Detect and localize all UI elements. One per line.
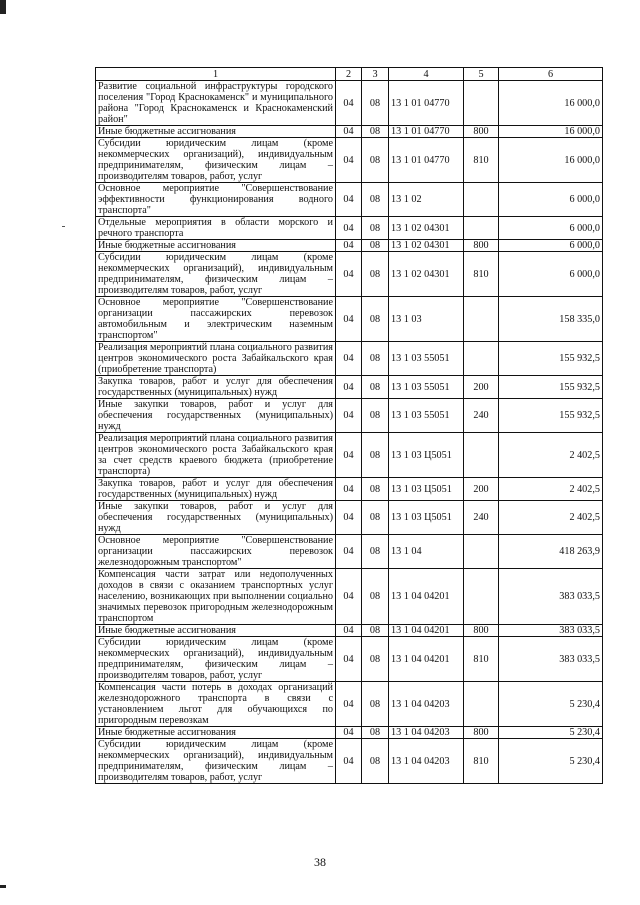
row-section-code: 04 [336, 625, 362, 637]
row-target-code: 13 1 03 [389, 297, 464, 342]
row-description: Основное мероприятие "Совершенствование эффективности функционирования водного транспорта" [96, 183, 336, 217]
row-section-code: 04 [336, 478, 362, 501]
row-amount: 5 230,4 [499, 682, 603, 727]
row-description: Отдельные мероприятия в области морского и речного транспорта [96, 217, 336, 240]
row-description: Иные бюджетные ассигнования [96, 727, 336, 739]
row-description: Иные бюджетные ассигнования [96, 240, 336, 252]
row-description: Субсидии юридическим лицам (кроме некоммерческих организаций), индивидуальным предпринимателям, физическим лицам – производителям товаров, работ, услуг [96, 637, 336, 682]
row-description: Иные закупки товаров, работ и услуг для обеспечения государственных (муниципальных) нужд [96, 501, 336, 535]
row-subsection-code: 08 [362, 217, 389, 240]
row-section-code: 04 [336, 433, 362, 478]
row-section-code: 04 [336, 569, 362, 625]
row-expense-type-code: 240 [464, 501, 499, 535]
row-section-code: 04 [336, 240, 362, 252]
row-subsection-code: 08 [362, 478, 389, 501]
row-section-code: 04 [336, 739, 362, 784]
row-expense-type-code: 800 [464, 727, 499, 739]
row-section-code: 04 [336, 682, 362, 727]
column-header: 3 [362, 68, 389, 81]
row-target-code: 13 1 01 04770 [389, 138, 464, 183]
row-expense-type-code: 200 [464, 478, 499, 501]
row-section-code: 04 [336, 501, 362, 535]
row-target-code: 13 1 04 04203 [389, 727, 464, 739]
scan-edge-mark [0, 0, 6, 14]
table-row [96, 138, 603, 183]
row-amount: 5 230,4 [499, 739, 603, 784]
row-subsection-code: 08 [362, 81, 389, 126]
row-amount: 16 000,0 [499, 138, 603, 183]
table-row [96, 433, 603, 478]
row-expense-type-code: 810 [464, 739, 499, 784]
row-expense-type-code [464, 682, 499, 727]
row-amount: 6 000,0 [499, 240, 603, 252]
table-row [96, 569, 603, 625]
row-description: Иные бюджетные ассигнования [96, 625, 336, 637]
row-expense-type-code [464, 183, 499, 217]
row-target-code: 13 1 03 Ц5051 [389, 501, 464, 535]
table-row [96, 252, 603, 297]
table-header-row [96, 68, 603, 81]
table-body [96, 81, 603, 784]
table-row [96, 376, 603, 399]
row-target-code: 13 1 01 04770 [389, 81, 464, 126]
row-section-code: 04 [336, 183, 362, 217]
table-row [96, 535, 603, 569]
row-target-code: 13 1 03 55051 [389, 399, 464, 433]
row-target-code: 13 1 03 55051 [389, 342, 464, 376]
row-amount: 155 932,5 [499, 342, 603, 376]
row-amount: 155 932,5 [499, 399, 603, 433]
table-row [96, 217, 603, 240]
row-section-code: 04 [336, 637, 362, 682]
column-header: 6 [499, 68, 603, 81]
table-row [96, 625, 603, 637]
row-subsection-code: 08 [362, 739, 389, 784]
row-amount: 6 000,0 [499, 252, 603, 297]
row-subsection-code: 08 [362, 240, 389, 252]
row-target-code: 13 1 01 04770 [389, 126, 464, 138]
row-expense-type-code: 240 [464, 399, 499, 433]
table-row [96, 126, 603, 138]
row-description: Реализация мероприятий плана социального развития центров экономического роста Забайкальского края за счет средств краевого бюджета (приобретение транспорта) [96, 433, 336, 478]
table-row [96, 297, 603, 342]
row-subsection-code: 08 [362, 433, 389, 478]
row-subsection-code: 08 [362, 126, 389, 138]
row-target-code: 13 1 04 04203 [389, 739, 464, 784]
row-target-code: 13 1 04 04201 [389, 569, 464, 625]
row-subsection-code: 08 [362, 252, 389, 297]
row-expense-type-code: 800 [464, 126, 499, 138]
row-amount: 418 263,9 [499, 535, 603, 569]
budget-table [95, 67, 603, 784]
row-expense-type-code [464, 569, 499, 625]
row-subsection-code: 08 [362, 569, 389, 625]
row-subsection-code: 08 [362, 535, 389, 569]
row-section-code: 04 [336, 217, 362, 240]
row-description: Реализация мероприятий плана социального развития центров экономического роста Забайкальского края (приобретение транспорта) [96, 342, 336, 376]
row-target-code: 13 1 04 04201 [389, 625, 464, 637]
row-section-code: 04 [336, 138, 362, 183]
row-section-code: 04 [336, 727, 362, 739]
row-subsection-code: 08 [362, 501, 389, 535]
row-description: Закупка товаров, работ и услуг для обеспечения государственных (муниципальных) нужд [96, 478, 336, 501]
row-section-code: 04 [336, 252, 362, 297]
scan-speck [62, 226, 65, 227]
row-target-code: 13 1 04 04203 [389, 682, 464, 727]
row-description: Субсидии юридическим лицам (кроме некоммерческих организаций), индивидуальным предпринимателям, физическим лицам – производителям товаров, работ, услуг [96, 138, 336, 183]
table-row [96, 81, 603, 126]
page-number: 38 [314, 855, 326, 869]
row-expense-type-code [464, 433, 499, 478]
row-amount: 16 000,0 [499, 126, 603, 138]
row-amount: 383 033,5 [499, 637, 603, 682]
row-subsection-code: 08 [362, 682, 389, 727]
row-target-code: 13 1 03 55051 [389, 376, 464, 399]
row-amount: 2 402,5 [499, 478, 603, 501]
row-amount: 383 033,5 [499, 569, 603, 625]
row-amount: 2 402,5 [499, 433, 603, 478]
row-description: Компенсация части затрат или недополученных доходов в связи с оказанием транспортных услуг населению, возникающих при выполнении социально значимых перевозок пригородным железнодорожным транспортом [96, 569, 336, 625]
row-target-code: 13 1 03 Ц5051 [389, 433, 464, 478]
row-section-code: 04 [336, 399, 362, 433]
row-expense-type-code: 810 [464, 637, 499, 682]
table-row [96, 637, 603, 682]
row-amount: 2 402,5 [499, 501, 603, 535]
row-description: Компенсация части потерь в доходах организаций железнодорожного транспорта в связи с установлением льгот для обучающихся по пригородным перевозкам [96, 682, 336, 727]
table-row [96, 478, 603, 501]
table-row [96, 240, 603, 252]
row-subsection-code: 08 [362, 297, 389, 342]
row-target-code: 13 1 03 Ц5051 [389, 478, 464, 501]
row-expense-type-code [464, 342, 499, 376]
table-row [96, 183, 603, 217]
row-expense-type-code: 800 [464, 240, 499, 252]
row-amount: 158 335,0 [499, 297, 603, 342]
table-row [96, 739, 603, 784]
row-section-code: 04 [336, 126, 362, 138]
row-section-code: 04 [336, 535, 362, 569]
column-header: 4 [389, 68, 464, 81]
row-expense-type-code: 800 [464, 625, 499, 637]
row-subsection-code: 08 [362, 183, 389, 217]
row-subsection-code: 08 [362, 342, 389, 376]
row-target-code: 13 1 02 [389, 183, 464, 217]
scan-edge-mark [0, 885, 6, 888]
row-target-code: 13 1 04 04201 [389, 637, 464, 682]
row-section-code: 04 [336, 342, 362, 376]
row-amount: 5 230,4 [499, 727, 603, 739]
row-subsection-code: 08 [362, 138, 389, 183]
row-description: Основное мероприятие "Совершенствование организации пассажирских перевозок железнодорожным транспортом" [96, 535, 336, 569]
row-target-code: 13 1 04 [389, 535, 464, 569]
row-subsection-code: 08 [362, 399, 389, 433]
row-section-code: 04 [336, 81, 362, 126]
row-expense-type-code: 810 [464, 138, 499, 183]
table-row [96, 727, 603, 739]
column-header: 5 [464, 68, 499, 81]
row-section-code: 04 [336, 376, 362, 399]
row-description: Закупка товаров, работ и услуг для обеспечения государственных (муниципальных) нужд [96, 376, 336, 399]
row-expense-type-code [464, 297, 499, 342]
row-target-code: 13 1 02 04301 [389, 217, 464, 240]
row-expense-type-code: 200 [464, 376, 499, 399]
row-target-code: 13 1 02 04301 [389, 240, 464, 252]
row-section-code: 04 [336, 297, 362, 342]
table-row [96, 501, 603, 535]
row-amount: 6 000,0 [499, 217, 603, 240]
row-description: Субсидии юридическим лицам (кроме некоммерческих организаций), индивидуальным предпринимателям, физическим лицам – производителям товаров, работ, услуг [96, 739, 336, 784]
table-row [96, 682, 603, 727]
row-description: Иные бюджетные ассигнования [96, 126, 336, 138]
row-expense-type-code [464, 535, 499, 569]
row-description: Развитие социальной инфраструктуры городского поселения "Город Краснокаменск" и муниципального района "Город Краснокаменск и Краснокаменский район" [96, 81, 336, 126]
row-amount: 383 033,5 [499, 625, 603, 637]
table-row [96, 342, 603, 376]
row-expense-type-code: 810 [464, 252, 499, 297]
row-amount: 6 000,0 [499, 183, 603, 217]
row-subsection-code: 08 [362, 727, 389, 739]
row-subsection-code: 08 [362, 625, 389, 637]
column-header: 1 [96, 68, 336, 81]
row-expense-type-code [464, 217, 499, 240]
row-amount: 16 000,0 [499, 81, 603, 126]
row-subsection-code: 08 [362, 376, 389, 399]
row-target-code: 13 1 02 04301 [389, 252, 464, 297]
row-description: Иные закупки товаров, работ и услуг для обеспечения государственных (муниципальных) нужд [96, 399, 336, 433]
row-amount: 155 932,5 [499, 376, 603, 399]
column-header: 2 [336, 68, 362, 81]
row-description: Субсидии юридическим лицам (кроме некоммерческих организаций), индивидуальным предпринимателям, физическим лицам – производителям товаров, работ, услуг [96, 252, 336, 297]
row-subsection-code: 08 [362, 637, 389, 682]
row-description: Основное мероприятие "Совершенствование организации пассажирских перевозок автомобильным и электрическим наземным транспортом" [96, 297, 336, 342]
row-expense-type-code [464, 81, 499, 126]
table-row [96, 399, 603, 433]
